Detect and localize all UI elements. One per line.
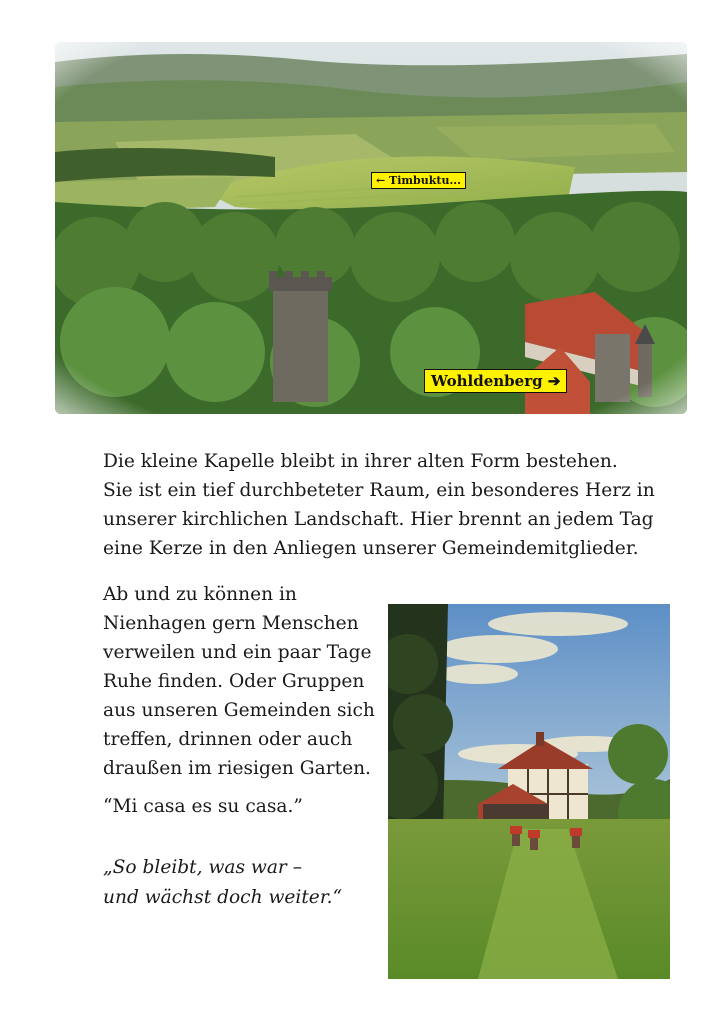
text-line: Ruhe finden. Oder Gruppen (103, 671, 365, 692)
house-garden-illustration (388, 604, 670, 979)
text-line: „So bleibt, was war – (103, 857, 303, 878)
aerial-landscape-illustration (55, 42, 687, 414)
house-garden-photo (388, 604, 670, 979)
text-line: Sie ist ein tief durchbeteter Raum, ein besonderes Herz in (103, 480, 655, 501)
text-line: Ab und zu können in (103, 584, 297, 605)
text-line: unserer kirchlichen Landschaft. Hier brennt an jedem Tag (103, 509, 654, 530)
text-line: treffen, drinnen oder auch (103, 729, 353, 750)
text-line: Die kleine Kapelle bleibt in ihrer alten Form bestehen. (103, 451, 618, 472)
quote-mi-casa: “Mi casa es su casa.” (103, 796, 303, 817)
wohldenberg-arrow-label: Wohldenberg ➔ (424, 369, 567, 393)
closing-quote (103, 853, 342, 913)
timbuktu-arrow-label: ← Timbuktu... (371, 172, 466, 189)
text-line: verweilen und ein paar Tage (103, 642, 372, 663)
text-line: eine Kerze in den Anliegen unserer Gemeindemitglieder. (103, 538, 639, 559)
aerial-landscape-photo (55, 42, 687, 414)
text-line: Nienhagen gern Menschen (103, 613, 359, 634)
text-line: draußen im riesigen Garten. (103, 758, 371, 779)
paragraph-chapel (103, 447, 663, 563)
paragraph-nienhagen (103, 580, 383, 783)
text-line: aus unseren Gemeinden sich (103, 700, 375, 721)
text-line: und wächst doch weiter.“ (103, 887, 343, 908)
